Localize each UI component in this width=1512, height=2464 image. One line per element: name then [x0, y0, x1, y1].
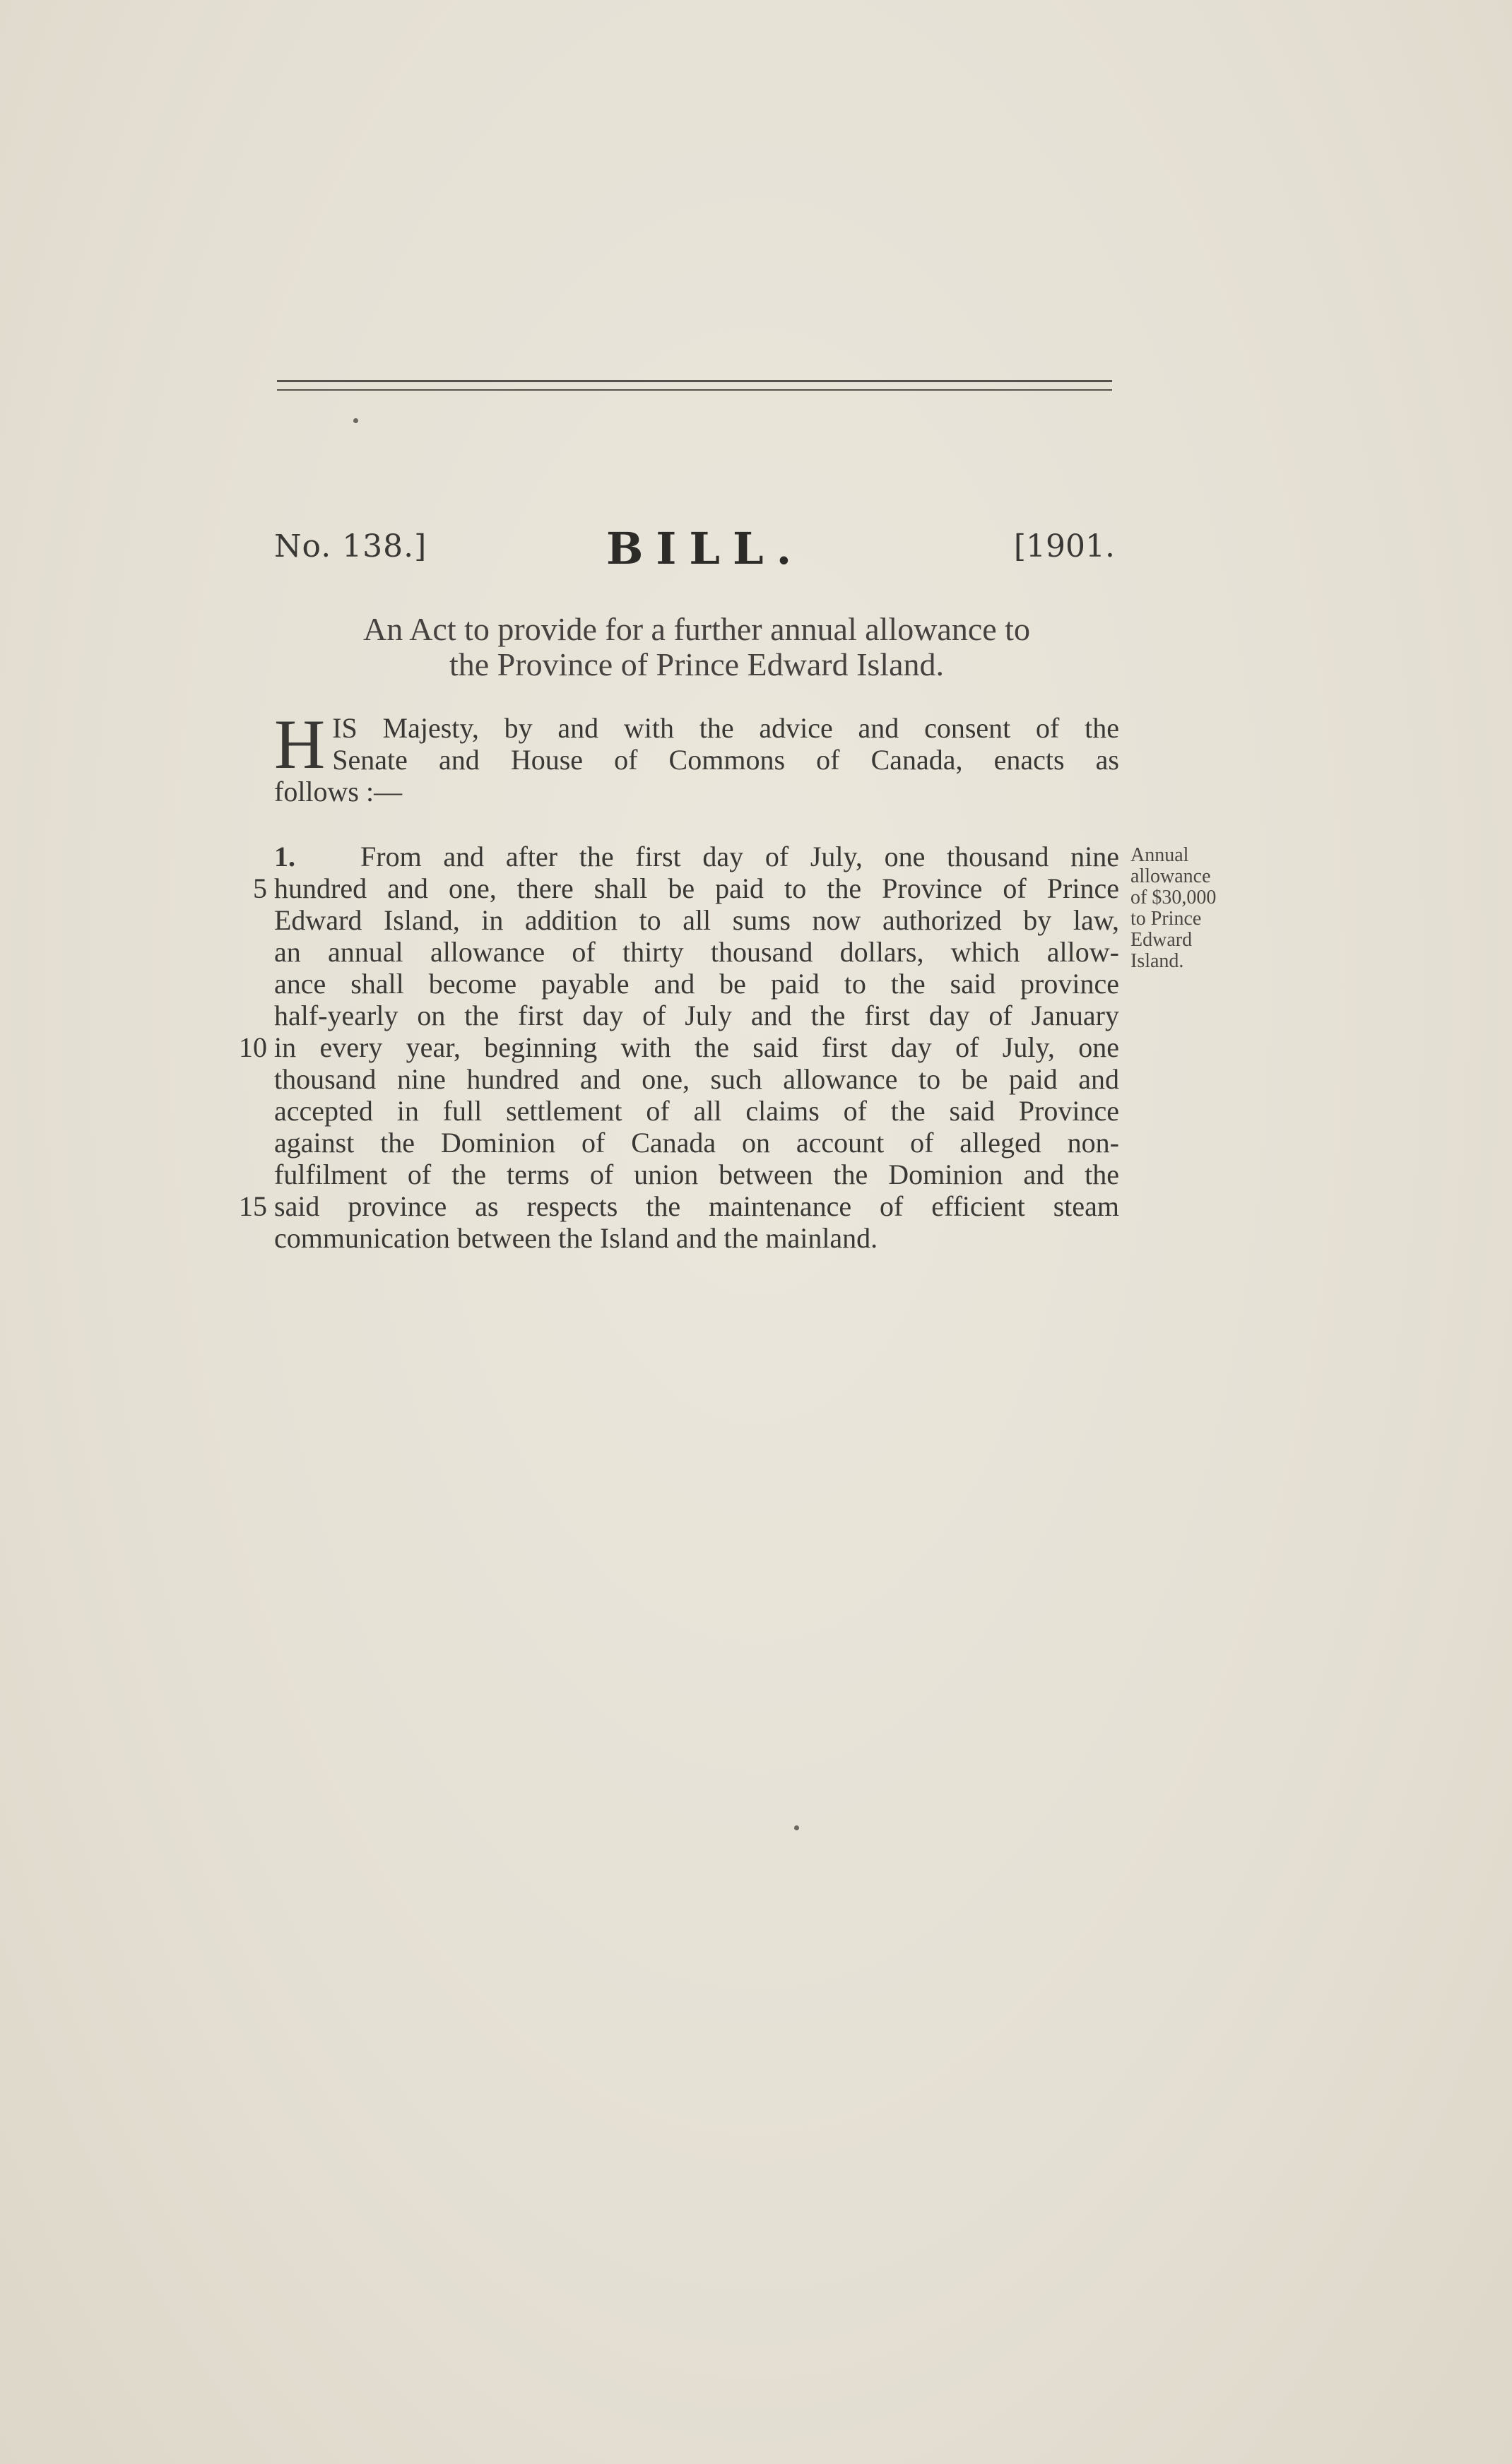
- section-line: said province as respects the maintenance of efficient steam: [274, 1190, 1119, 1222]
- enacting-clause: [274, 705, 1119, 807]
- ink-speck: [794, 1825, 799, 1830]
- bill-number: No. 138.]: [274, 528, 427, 564]
- section-line: in every year, beginning with the said first day of July, one: [274, 1031, 1119, 1063]
- margin-note-line: Edward: [1130, 929, 1193, 951]
- preamble-line-3: follows :—: [274, 776, 403, 807]
- margin-note-line: Annual: [1130, 844, 1189, 866]
- section-line: Edward Island, in addition to all sums now authorized by law,: [274, 904, 1119, 936]
- marginal-note: [1130, 845, 1244, 972]
- top-double-rule: [277, 380, 1112, 382]
- bill-year: [1901.: [1013, 528, 1115, 564]
- bill-heading: [274, 523, 1115, 574]
- section-1: [274, 841, 1119, 1254]
- section-line: hundred and one, there shall be paid to the Province of Prince: [274, 872, 1119, 904]
- act-title: [274, 612, 1119, 682]
- section-line: ance shall become payable and be paid to the said province: [274, 968, 1119, 1000]
- section-line: accepted in full settlement of all claims of the said Province: [274, 1095, 1119, 1127]
- section-line: an annual allowance of thirty thousand dollars, which allow-: [274, 936, 1119, 968]
- preamble-line-1: IS Majesty, by and with the advice and consent of the: [332, 712, 1119, 744]
- section-line: fulfilment of the terms of union between the Dominion and the: [274, 1159, 1119, 1190]
- top-double-rule-lower: [277, 389, 1112, 391]
- line-number-5: 5: [253, 872, 267, 904]
- act-title-line-2: the Province of Prince Edward Island.: [449, 646, 945, 682]
- margin-note-line: of $30,000: [1130, 887, 1217, 908]
- line-number-10: 10: [239, 1031, 267, 1063]
- section-line: communication between the Island and the mainland.: [274, 1222, 878, 1254]
- line-number-15: 15: [239, 1190, 267, 1222]
- drop-cap: H: [274, 705, 326, 783]
- margin-note-line: allowance: [1130, 865, 1211, 887]
- section-line: against the Dominion of Canada on account of alleged non-: [274, 1127, 1119, 1159]
- ink-speck: [353, 418, 358, 423]
- section-line: 1. From and after the first day of July, one thousand nine: [274, 841, 1119, 872]
- margin-note-line: Island.: [1130, 950, 1184, 972]
- section-line: half-yearly on the first day of July and the first day of January: [274, 1000, 1119, 1031]
- margin-note-line: to Prince: [1130, 908, 1202, 930]
- section-number: 1.: [274, 841, 295, 872]
- act-title-line-1: An Act to provide for a further annual allowance to: [363, 611, 1030, 647]
- bill-title: BILL.: [606, 523, 805, 574]
- preamble-line-2: Senate and House of Commons of Canada, enacts as: [332, 744, 1119, 776]
- section-line: thousand nine hundred and one, such allowance to be paid and: [274, 1063, 1119, 1095]
